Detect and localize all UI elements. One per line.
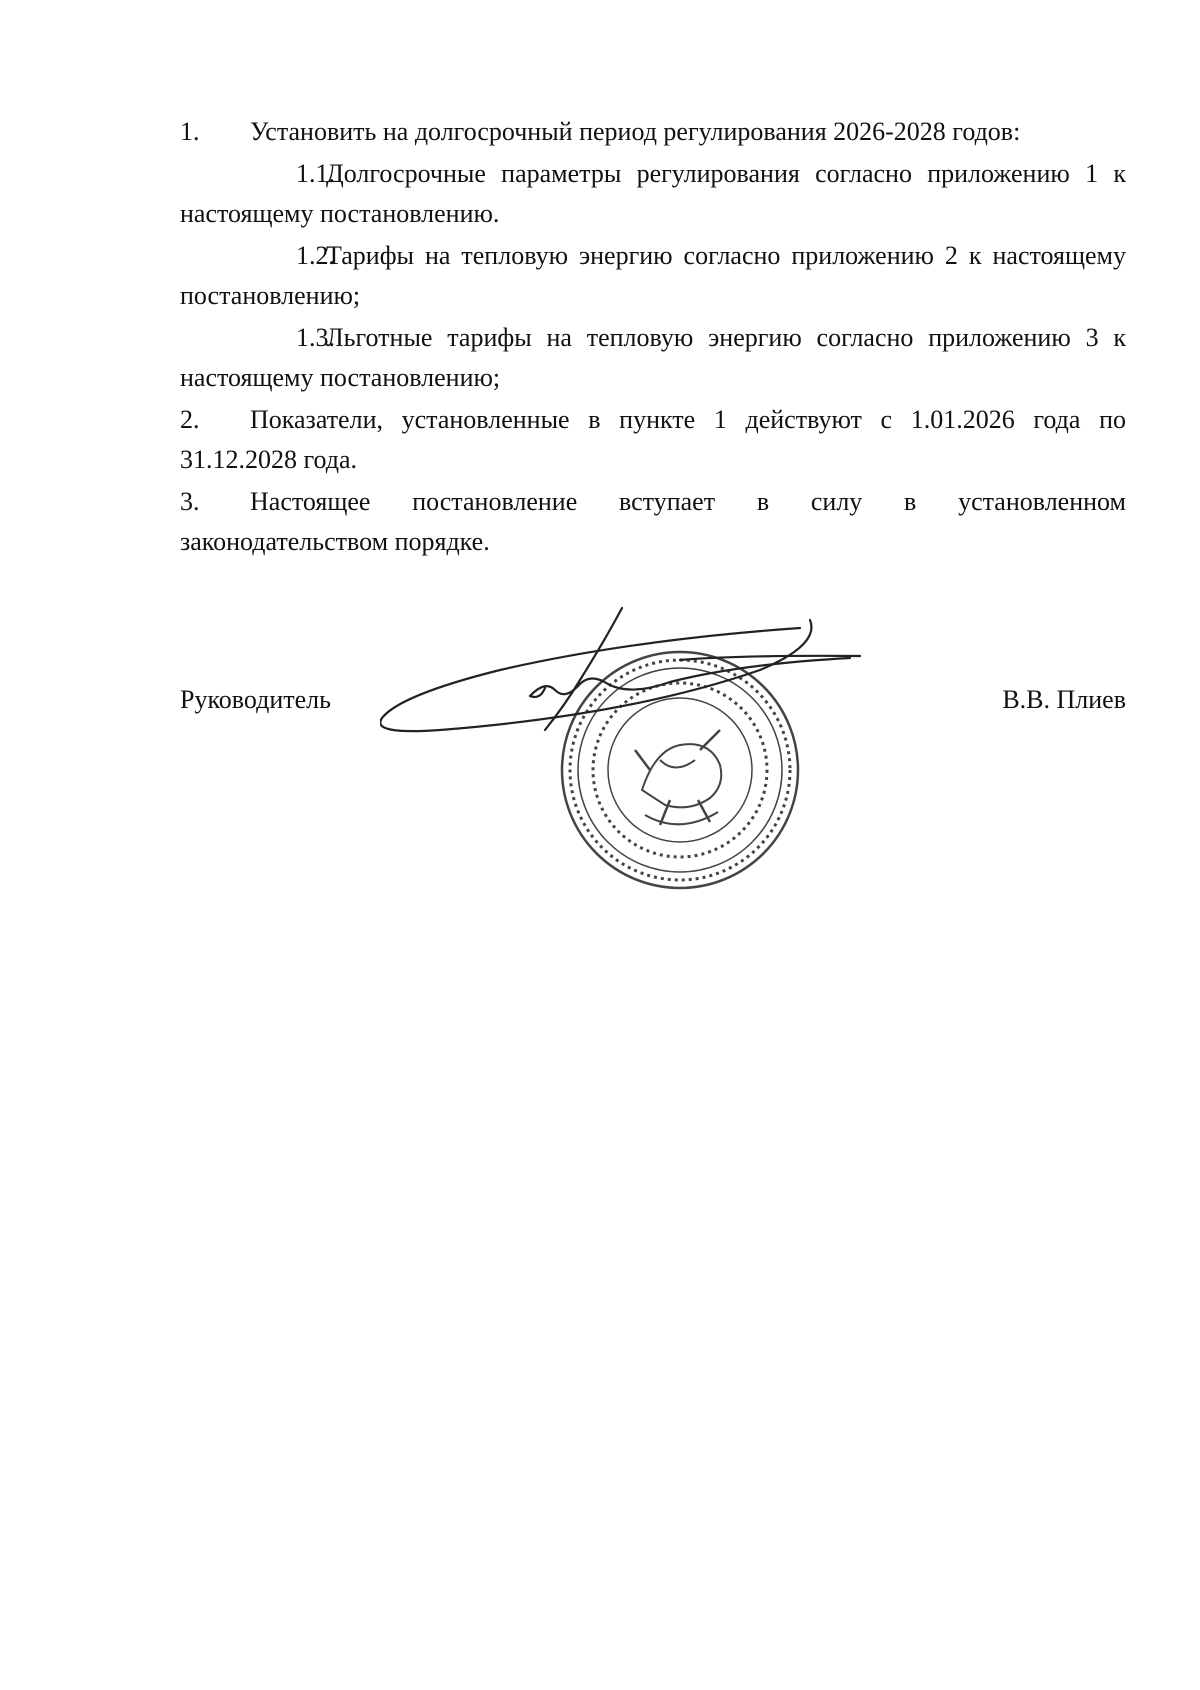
- signatory-role: Руководитель: [180, 685, 331, 714]
- paragraph-text: Льготные тарифы на тепловую энергию согласно приложению 3 к настоящему постановлению;: [180, 323, 1126, 392]
- paragraph-text: Настоящее постановление вступает в силу в установленном законодательством порядке.: [180, 487, 1126, 556]
- paragraph-1-2: [180, 236, 1126, 316]
- signature-and-stamp: [380, 600, 940, 900]
- paragraph-number: 3.: [180, 487, 200, 516]
- official-stamp-seal: [562, 652, 798, 888]
- paragraph-3: [180, 482, 1126, 562]
- paragraph-1-1: [180, 154, 1126, 234]
- signatory-name: В.В. Плиев: [1002, 685, 1126, 714]
- paragraph-number: 1.: [180, 117, 200, 146]
- paragraph-number: 1.3.: [296, 323, 335, 352]
- document-body: [180, 112, 1126, 562]
- paragraph-2: [180, 400, 1126, 480]
- paragraph-number: 1.1.: [296, 159, 335, 188]
- paragraph-1: [180, 112, 1126, 152]
- paragraph-number: 1.2.: [296, 241, 335, 270]
- paragraph-text: Долгосрочные параметры регулирования согласно приложению 1 к настоящему постановлению.: [180, 159, 1126, 228]
- paragraph-text: Установить на долгосрочный период регулирования 2026-2028 годов:: [250, 117, 1021, 146]
- paragraph-text: Тарифы на тепловую энергию согласно приложению 2 к настоящему постановлению;: [180, 241, 1126, 310]
- paragraph-text: Показатели, установленные в пункте 1 действуют с 1.01.2026 года по 31.12.2028 года.: [180, 405, 1126, 474]
- paragraph-1-3: [180, 318, 1126, 398]
- paragraph-number: 2.: [180, 405, 200, 434]
